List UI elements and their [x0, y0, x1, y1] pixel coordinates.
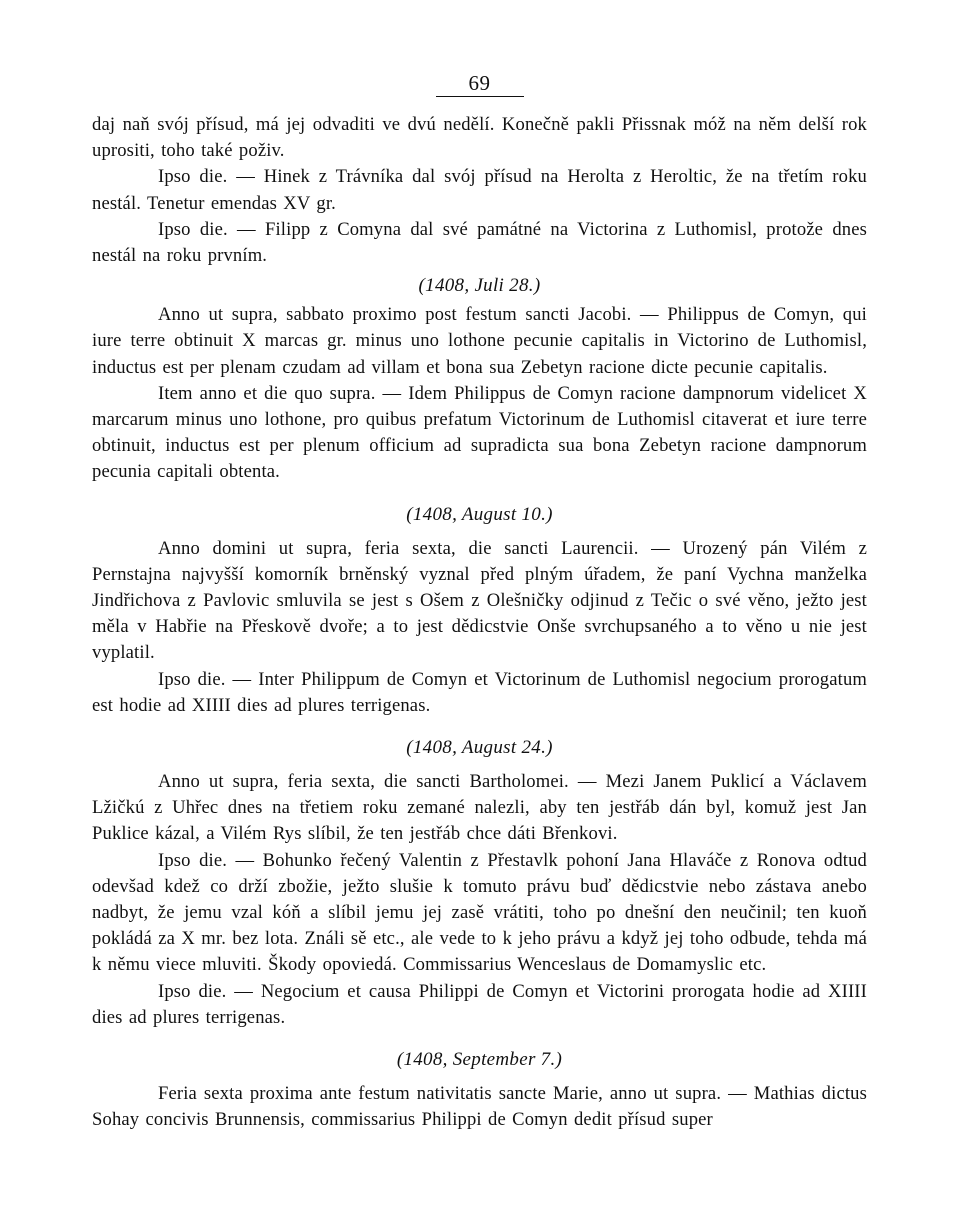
paragraph-entry: Ipso die. — Inter Philippum de Comyn et Victorinum de Luthomisl negocium prorogatum est hodie ad XIIII dies ad plures terrigenas. [92, 668, 867, 716]
paragraph-entry: Feria sexta proxima ante festum nativitatis sancte Marie, anno ut supra. — Mathias dictus Sohay concivis Brunnensis, commissarius Philippi de Comyn dedit přísud super [92, 1083, 867, 1131]
paragraph-entry: Item anno et die quo supra. — Idem Philippus de Comyn racione dampnorum videlicet X marcarum minus uno lothone, pro quibus prefatum Victorinum de Luthomisl citaverat et iure terre obtinuit, inductus est per plenum officium ad supradicta sua bona Zebetyn racione dampnorum pecunia capitali obtenta. [92, 382, 867, 483]
paragraph-entry: Ipso die. — Bohunko řečený Valentin z Přestavlk pohoní Jana Hlaváče z Ronova odtud odevšad kdež co drží zbožie, ježto slušie k tomuto právu buď dědicstvie nebo zástava anebo nadbyt, že jemu vzal kóň a slíbil jemu jej zasě vrátiti, toho po dnešní den neučinil; ten kuoň pokládá za X mr. bez lota. Ználi sě etc., ale vede to k jeho právu a když jej toho odbude, tehda má k němu viece mluviti. Škody opoviedá. Commissarius Wenceslaus de Domamyslic etc. [92, 849, 867, 976]
date-heading: (1408, August 24.) [406, 737, 553, 759]
paragraph-entry: Ipso die. — Hinek z Trávníka dal svój přísud na Herolta z Heroltic, že na třetím roku nestál. Tenetur emendas XV gr. [92, 166, 867, 214]
paragraph-entry: Ipso die. — Filipp z Comyna dal své památné na Victorina z Luthomisl, protože dnes nestál na roku prvním. [92, 218, 867, 267]
paragraph-entry: Anno ut supra, sabbato proximo post festum sancti Jacobi. — Philippus de Comyn, qui iure terre obtinuit X marcas gr. minus uno lothone pecunie capitalis in Victorino de Luthomisl, inductus est per plenam czudam ad villam et bona sua Zebetyn racione dicte pecunie capitalis. [92, 304, 867, 378]
date-heading: (1408, August 10.) [406, 503, 553, 525]
page-number-rule [436, 96, 524, 97]
paragraph-continuation: daj naň svój přísud, má jej odvaditi ve dvú nedělí. Konečně pakli Přissnak móž na něm delší rok uprositi, toho také poživ. [92, 114, 867, 162]
date-heading: (1408, Juli 28.) [418, 275, 541, 297]
paragraph-entry: Anno domini ut supra, feria sexta, die sancti Laurencii. — Urozený pán Vilém z Pernstajna najvyšší komorník brněnský vyznal před plným úřadem, že paní Vychna manželka Jindřichova z Pavlovic smluvila se jest s Ošem z Olešničky odjinud z Tečic o své věno, ježto jest měla v Habřie na Přeskově dvoře; a to jest dědicstvie Onše svrchupsaného a to věno u nie jest vyplatil. [92, 537, 867, 664]
date-heading: (1408, September 7.) [396, 1049, 563, 1071]
document-page [92, 70, 867, 1134]
paragraph-entry: Ipso die. — Negocium et causa Philippi de Comyn et Victorini prorogata hodie ad XIIII dies ad plures terrigenas. [92, 980, 867, 1028]
page-number: 69 [468, 71, 491, 95]
paragraph-entry: Anno ut supra, feria sexta, die sancti Bartholomei. — Mezi Janem Puklicí a Václavem Lžičkú z Uhřec dnes na třetiem roku zemané nalezli, aby ten jestřáb dán byl, komuž jest Jan Puklice kázal, a Vilém Rys slíbil, že ten jestřáb chce dáti Břenkovi. [92, 771, 867, 845]
